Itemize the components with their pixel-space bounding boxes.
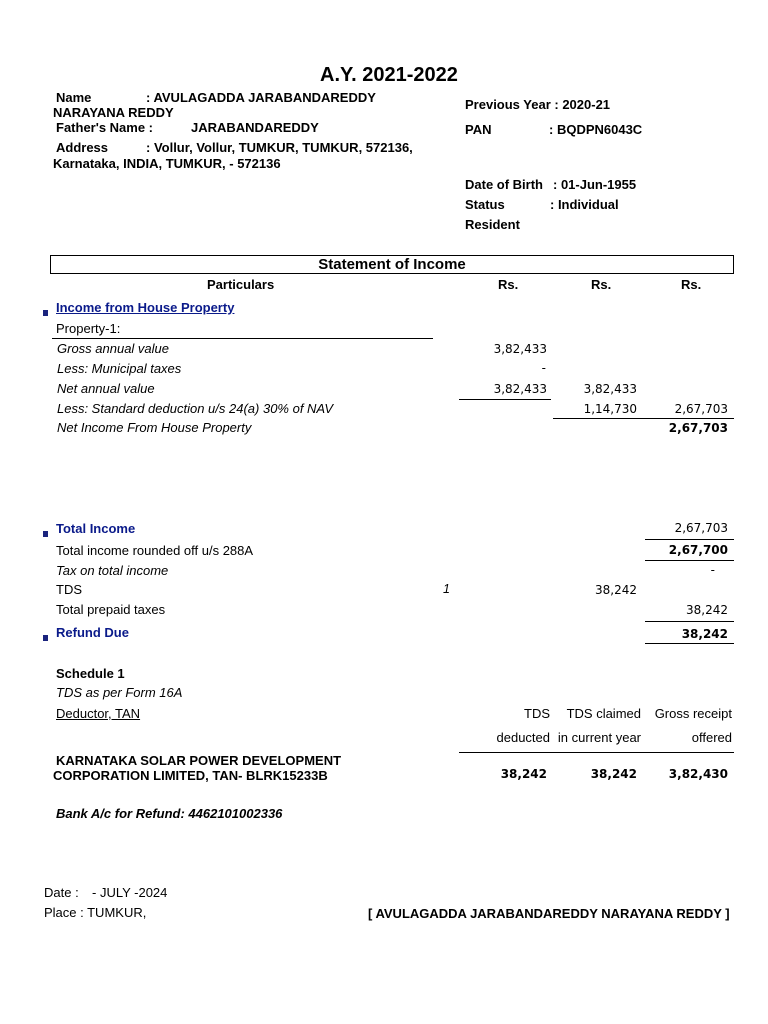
tax-on-income-value: - <box>710 563 715 577</box>
address-label: Address <box>56 140 109 155</box>
father-value: JARABANDAREDDY <box>191 120 319 135</box>
schedule-tds-deducted: 38,242 <box>500 767 547 781</box>
net-house-property-label: Net Income From House Property <box>57 420 252 435</box>
divider <box>645 539 734 540</box>
rounded-income-value: 2,67,700 <box>668 543 728 557</box>
date-value: - JULY -2024 <box>92 885 168 900</box>
total-income-value: 2,67,703 <box>674 521 728 535</box>
divider <box>459 752 734 753</box>
bullet-icon <box>43 635 48 641</box>
standard-deduction-net: 2,67,703 <box>674 402 728 416</box>
name-value: : AVULAGADDA JARABANDAREDDY <box>146 90 376 105</box>
prepaid-taxes-value: 38,242 <box>686 603 728 617</box>
col-gross-b: offered <box>691 730 732 745</box>
col-claimed-a: TDS claimed <box>566 706 641 721</box>
name-value-cont: NARAYANA REDDY <box>53 105 174 120</box>
pan-value: : BQDPN6043C <box>549 122 643 137</box>
tds-label: TDS <box>56 582 82 597</box>
page-title: A.Y. 2021-2022 <box>320 64 458 86</box>
col-gross-a: Gross receipt <box>654 706 732 721</box>
previous-year: Previous Year : 2020-21 <box>465 97 611 112</box>
col-tds-a: TDS <box>524 706 550 721</box>
bullet-icon <box>43 310 48 316</box>
property-label: Property-1: <box>56 321 121 336</box>
standard-deduction-value: 1,14,730 <box>583 402 637 416</box>
gross-annual-value: 3,82,433 <box>493 342 547 356</box>
divider <box>459 399 551 400</box>
signature: [ AVULAGADDA JARABANDAREDDY NARAYANA REDDY ] <box>368 906 730 921</box>
schedule-gross-receipt: 3,82,430 <box>668 767 728 781</box>
total-income-label: Total Income <box>56 521 136 536</box>
refund-due-label: Refund Due <box>56 625 129 640</box>
col-rs-1: Rs. <box>498 277 519 292</box>
divider <box>52 338 433 339</box>
deductor-name-cont: CORPORATION LIMITED, TAN- BLRK15233B <box>53 768 328 783</box>
divider <box>645 643 734 644</box>
resident-label: Resident <box>465 217 520 232</box>
status-label: Status <box>465 197 505 212</box>
rounded-income-label: Total income rounded off u/s 288A <box>56 543 254 558</box>
col-rs-2: Rs. <box>591 277 612 292</box>
dob-value: : 01-Jun-1955 <box>553 177 637 192</box>
name-label: Name <box>56 90 92 105</box>
bullet-icon <box>43 531 48 537</box>
schedule-tds-claimed: 38,242 <box>590 767 637 781</box>
gross-annual-value-label: Gross annual value <box>57 341 170 356</box>
tax-on-income-label: Tax on total income <box>56 563 169 578</box>
municipal-taxes-value: - <box>541 361 546 375</box>
divider <box>645 621 734 622</box>
tds-value: 38,242 <box>595 583 637 597</box>
section-house-property: Income from House Property <box>56 300 235 315</box>
date-label: Date : <box>44 885 79 900</box>
col-claimed-b: in current year <box>557 730 641 745</box>
col-particulars: Particulars <box>207 277 275 292</box>
tds-reference: 1 <box>443 582 450 596</box>
address-cont: Karnataka, INDIA, TUMKUR, - 572136 <box>53 156 281 171</box>
prepaid-taxes-label: Total prepaid taxes <box>56 602 166 617</box>
address-value: : Vollur, Vollur, TUMKUR, TUMKUR, 572136, <box>146 140 413 155</box>
statement-heading: Statement of Income <box>318 256 466 273</box>
divider <box>645 560 734 561</box>
col-rs-3: Rs. <box>681 277 702 292</box>
net-house-property-value: 2,67,703 <box>668 421 728 435</box>
divider <box>553 418 734 419</box>
bank-account: Bank A/c for Refund: 4462101002336 <box>56 806 283 821</box>
schedule-subheading: TDS as per Form 16A <box>56 685 183 700</box>
standard-deduction-label: Less: Standard deduction u/s 24(a) 30% of NAV <box>57 401 334 416</box>
dob-label: Date of Birth <box>465 177 543 192</box>
col-tds-b: deducted <box>496 730 550 745</box>
place: Place : TUMKUR, <box>44 905 147 920</box>
schedule-heading: Schedule 1 <box>56 666 125 681</box>
net-annual-value-label: Net annual value <box>57 381 155 396</box>
pan-label: PAN <box>465 122 492 137</box>
net-annual-value-2: 3,82,433 <box>583 382 637 396</box>
status-value: : Individual <box>550 197 619 212</box>
municipal-taxes-label: Less: Municipal taxes <box>57 361 182 376</box>
refund-due-value: 38,242 <box>681 627 728 641</box>
net-annual-value-1: 3,82,433 <box>493 382 547 396</box>
deductor-column: Deductor, TAN <box>56 706 141 721</box>
father-label: Father's Name : <box>56 120 154 135</box>
deductor-name: KARNATAKA SOLAR POWER DEVELOPMENT <box>56 753 342 768</box>
